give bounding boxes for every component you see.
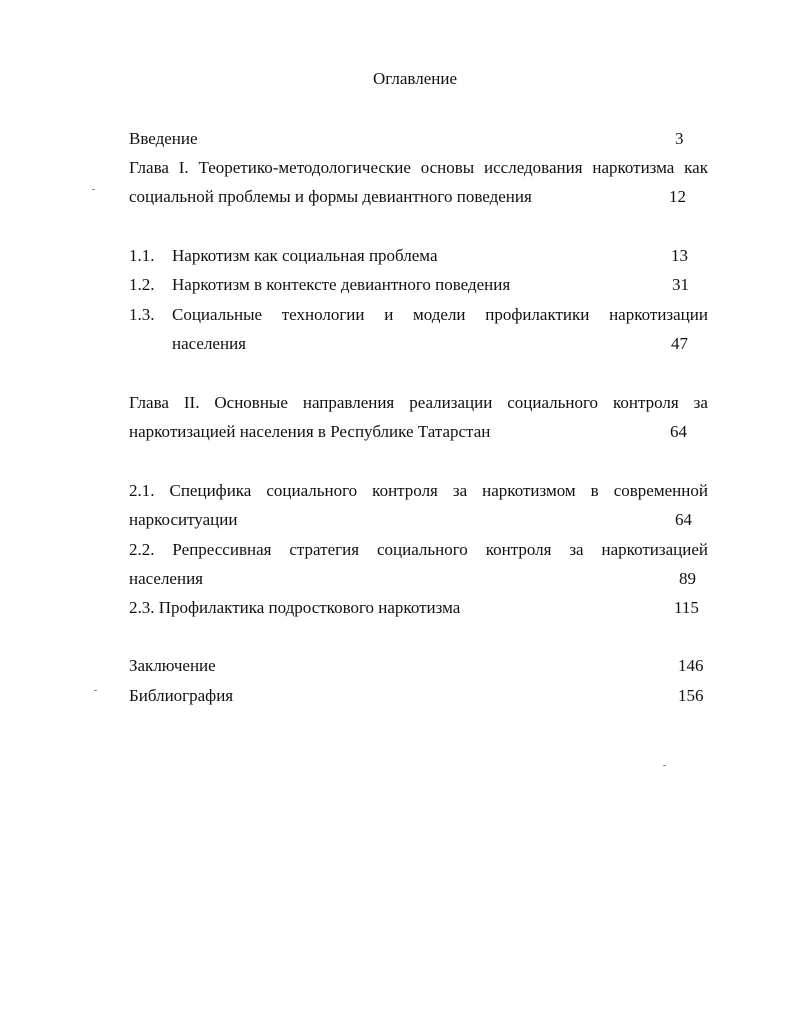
word: наркотизацией (601, 540, 708, 559)
toc-entry-line (129, 394, 708, 411)
toc-entry-line (172, 306, 708, 323)
word: как (684, 158, 708, 177)
toc-entry-label: наркотизацией населения в Республике Татарстан (129, 422, 491, 441)
toc-page-number: 64 (670, 422, 687, 441)
scan-speck (663, 765, 666, 766)
word: социального (507, 393, 599, 412)
toc-page-number: 89 (679, 569, 696, 588)
toc-entry-label: Наркотизм в контексте девиантного поведения (172, 275, 511, 294)
toc-entry-label: Введение (129, 129, 198, 148)
word: основы (420, 158, 475, 177)
toc-entry-label: населения (129, 569, 203, 588)
word: Теоретико-методологические (198, 158, 411, 177)
word: контроля (372, 481, 438, 500)
word: II. (183, 393, 200, 412)
word: модели (412, 305, 466, 324)
scan-speck (92, 189, 95, 190)
section-number: 1.2. (129, 275, 155, 294)
word: социального (376, 540, 468, 559)
word: Репрессивная (172, 540, 272, 559)
page-title: Оглавление (373, 69, 457, 88)
word: за (693, 393, 708, 412)
toc-page-number: 47 (671, 334, 688, 353)
toc-entry-line (129, 541, 708, 558)
word: контроля (485, 540, 552, 559)
toc-entry-label: Заключение (129, 656, 216, 675)
word: контроля (613, 393, 679, 412)
word: Специфика (169, 481, 252, 500)
word: профилактики (485, 305, 590, 324)
word: 2.2. (129, 540, 155, 559)
toc-entry-line (129, 482, 708, 499)
toc-entry-label: наркоситуации (129, 510, 238, 529)
toc-page-number: 146 (678, 656, 704, 675)
word: наркотизации (609, 305, 708, 324)
word: современной (613, 481, 708, 500)
section-number: 1.1. (129, 246, 155, 265)
toc-entry-label: 2.3. Профилактика подросткового наркотизма (129, 598, 461, 617)
word: наркотизма (592, 158, 675, 177)
toc-entry-label: социальной проблемы и формы девиантного поведения (129, 187, 532, 206)
section-number: 1.3. (129, 305, 155, 324)
toc-page-number: 3 (675, 129, 684, 148)
toc-entry-label: населения (172, 334, 246, 353)
word: наркотизмом (482, 481, 576, 500)
word: I. (178, 158, 189, 177)
word: Социальные (172, 305, 263, 324)
word: технологии (281, 305, 365, 324)
toc-page-number: 13 (671, 246, 688, 265)
word: за (452, 481, 468, 500)
toc-entry-label: Библиография (129, 686, 234, 705)
word: за (569, 540, 584, 559)
word: в (590, 481, 599, 500)
toc-page-number: 115 (674, 598, 699, 617)
scan-speck (94, 690, 97, 691)
toc-page-number: 12 (669, 187, 686, 206)
toc-entry-line (129, 159, 708, 176)
word: социального (266, 481, 358, 500)
word: Глава (129, 393, 169, 412)
word: направления (302, 393, 395, 412)
word: 2.1. (129, 481, 155, 500)
word: Основные (214, 393, 288, 412)
word: Глава (129, 158, 169, 177)
toc-entry-label: Наркотизм как социальная проблема (172, 246, 438, 265)
toc-page-number: 64 (675, 510, 692, 529)
word: и (384, 305, 394, 324)
word: исследования (484, 158, 583, 177)
toc-page-number: 31 (672, 275, 689, 294)
word: стратегия (289, 540, 360, 559)
toc-page-number: 156 (678, 686, 704, 705)
word: реализации (409, 393, 493, 412)
